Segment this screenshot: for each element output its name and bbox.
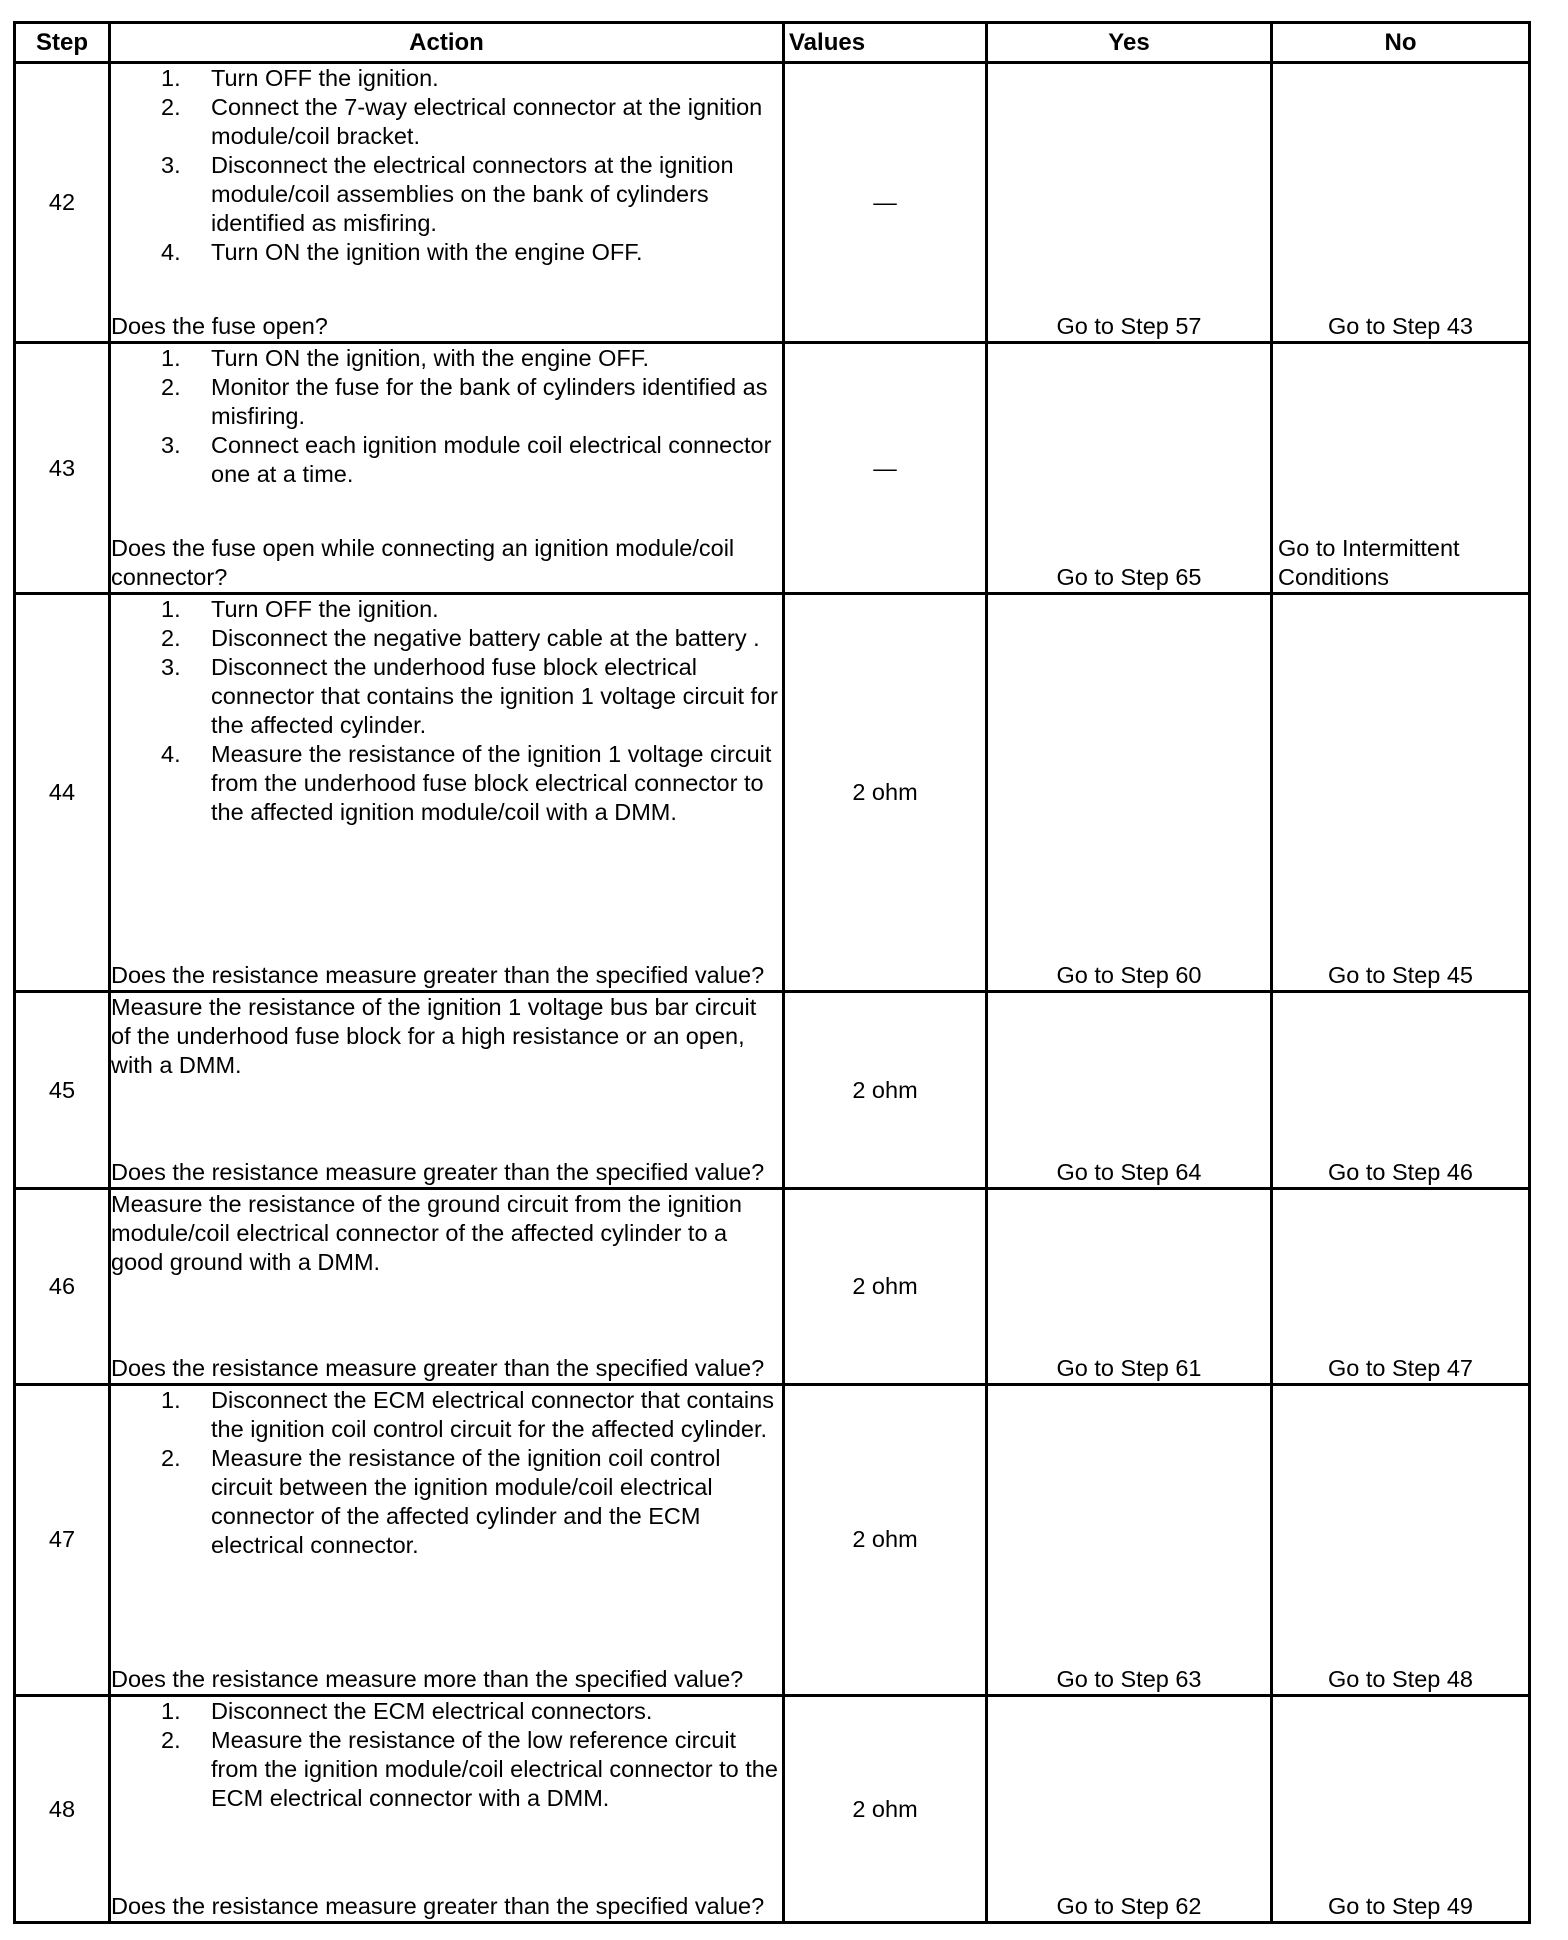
header-step: Step [15,23,110,63]
no-link[interactable]: Go to Intermittent Conditions [1272,342,1530,594]
action-step: 2. Monitor the fuse for the bank of cylinders identified as misfiring. [161,373,768,429]
action-step: 4. Measure the resistance of the ignition 1 voltage circuit from the underhood fuse block electrical connector to the affected ignition module/coil with a DMM. [161,741,772,826]
action-step: 1. Turn OFF the ignition. [161,65,439,91]
step-number: 47 [15,1384,110,1696]
action-question: Does the fuse open while connecting an ignition module/coil connector? [111,535,735,591]
header-values: Values [784,23,987,63]
action-question: Does the fuse open? [111,312,328,339]
action-cell [110,1384,784,1696]
action-question: Does the resistance measure greater than the specified value? [111,1159,765,1185]
no-link[interactable]: Go to Step 45 [1272,594,1530,992]
header-no: No [1272,23,1530,63]
action-step: 3. Disconnect the underhood fuse block electrical connector that contains the ignition 1 voltage circuit for the affected cylinder. [161,654,778,739]
yes-link[interactable]: Go to Step 60 [987,594,1272,992]
step-number: 46 [15,1189,110,1385]
spec-value: 2 ohm [784,1384,987,1696]
step-number: 45 [15,992,110,1189]
action-step: 4. Turn ON the ignition with the engine OFF. [161,239,643,265]
table-row [15,992,1530,1189]
spec-value: 2 ohm [784,992,987,1189]
yes-link[interactable]: Go to Step 57 [987,63,1272,343]
yes-link[interactable]: Go to Step 61 [987,1189,1272,1385]
action-cell [110,594,784,992]
action-cell [110,342,784,594]
table-row [15,1696,1530,1923]
action-step: 1. Turn ON the ignition, with the engine OFF. [161,344,650,371]
step-number: 43 [15,342,110,594]
no-link[interactable]: Go to Step 47 [1272,1189,1530,1385]
action-step: 2. Connect the 7-way electrical connector at the ignition module/coil bracket. [161,94,763,149]
no-link[interactable]: Go to Step 48 [1272,1384,1530,1696]
table-row [15,1384,1530,1696]
action-steps [111,64,782,267]
no-link[interactable]: Go to Step 49 [1272,1696,1530,1923]
no-link[interactable]: Go to Step 43 [1272,63,1530,343]
action-paragraph: Measure the resistance of the ignition 1 voltage bus bar circuit of the underhood fuse block for a high resistance or an open, with a DMM. [111,994,757,1079]
action-cell [110,992,784,1189]
action-step: 1. Turn OFF the ignition. [161,596,439,623]
yes-link[interactable]: Go to Step 62 [987,1696,1272,1923]
spec-value: 2 ohm [784,1189,987,1385]
header-row [15,23,1530,63]
spec-value: 2 ohm [784,594,987,992]
action-question: Does the resistance measure greater than the specified value? [111,962,765,989]
diagnostic-table [13,21,1531,1924]
table-row [15,1189,1530,1385]
action-cell [110,1189,784,1385]
action-question: Does the resistance measure greater than the specified value? [111,1893,765,1919]
step-number: 42 [15,63,110,343]
action-paragraph: Measure the resistance of the ground circuit from the ignition module/coil electrical connector of the affected cylinder to a good ground with a DMM. [111,1191,742,1275]
step-number: 44 [15,594,110,992]
action-step: 2. Measure the resistance of the low reference circuit from the ignition module/coil electrical connector to the ECM electrical connector with a DMM. [161,1727,778,1812]
action-steps [111,1697,782,1813]
action-cell [110,63,784,343]
action-steps [111,595,782,827]
action-step: 1. Disconnect the ECM electrical connector that contains the ignition coil control circuit for the affected cylinder. [161,1386,774,1442]
header-action: Action [110,23,784,63]
table-row [15,594,1530,992]
yes-link[interactable]: Go to Step 65 [987,342,1272,594]
table-row [15,63,1530,343]
action-steps [111,344,782,489]
yes-link[interactable]: Go to Step 64 [987,992,1272,1189]
no-link[interactable]: Go to Step 46 [1272,992,1530,1189]
action-step: 1. Disconnect the ECM electrical connectors. [161,1698,653,1725]
yes-link[interactable]: Go to Step 63 [987,1384,1272,1696]
action-step: 3. Connect each ignition module coil electrical connector one at a time. [161,431,772,487]
action-steps [111,1386,782,1560]
action-question: Does the resistance measure more than the specified value? [111,1666,744,1693]
action-step: 2. Disconnect the negative battery cable at the battery . [161,625,760,652]
header-yes: Yes [987,23,1272,63]
step-number: 48 [15,1696,110,1923]
spec-value: 2 ohm [784,1696,987,1923]
spec-value: — [784,342,987,594]
action-step: 2. Measure the resistance of the ignition coil control circuit between the ignition module/coil electrical connector of the affected cylinder and the ECM electrical connector. [161,1444,721,1558]
spec-value: — [784,63,987,343]
table-row [15,342,1530,594]
action-question: Does the resistance measure greater than the specified value? [111,1354,765,1381]
action-cell [110,1696,784,1923]
action-step: 3. Disconnect the electrical connectors at the ignition module/coil assemblies on the bank of cylinders identified as misfiring. [161,152,734,236]
